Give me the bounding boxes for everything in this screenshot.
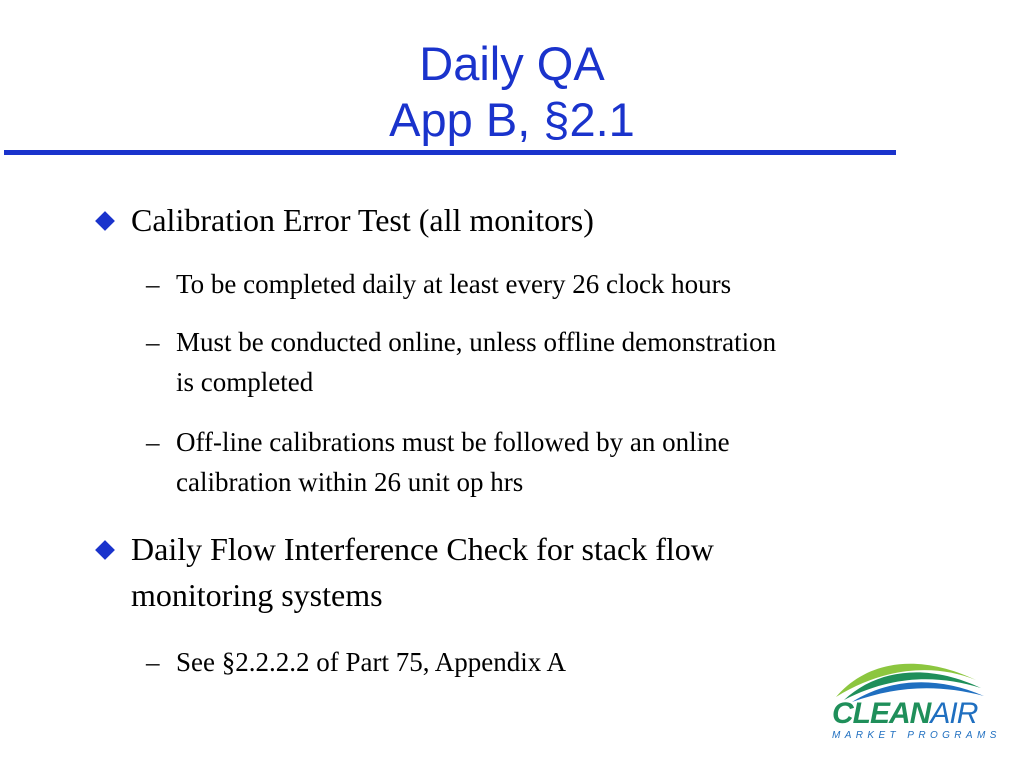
dash-bullet: – bbox=[146, 647, 160, 677]
dash-bullet: – bbox=[146, 427, 160, 457]
logo-wordmark bbox=[832, 699, 977, 729]
dash-bullet: – bbox=[146, 327, 160, 357]
slide-title-line1: Daily QA bbox=[419, 37, 605, 90]
bullet-1-sub-3-line1: Off-line calibrations must be followed by an online bbox=[176, 427, 730, 457]
diamond-bullet-icon bbox=[95, 540, 115, 560]
bullet-2-line1: Daily Flow Interference Check for stack flow bbox=[131, 531, 714, 567]
bullet-1-sub-2-line2: is completed bbox=[176, 367, 314, 397]
bullet-1-text: Calibration Error Test (all monitors) bbox=[131, 202, 594, 238]
bullet-1-sub-2-line1: Must be conducted online, unless offline demonstration bbox=[176, 327, 777, 357]
logo-air-text: AIR bbox=[930, 697, 978, 730]
slide-title-line2: App B, §2.1 bbox=[389, 93, 635, 146]
dash-bullet: – bbox=[146, 269, 160, 299]
bullet-2-sub-1: See §2.2.2.2 of Part 75, Appendix A bbox=[176, 647, 566, 677]
diamond-bullet-icon bbox=[95, 211, 115, 231]
wave-swoosh-icon bbox=[826, 652, 986, 702]
clean-air-logo bbox=[826, 652, 1001, 748]
bullet-1-sub-1: To be completed daily at least every 26 clock hours bbox=[176, 269, 732, 299]
logo-clean-text: CLEAN bbox=[832, 697, 931, 730]
logo-subtitle: MARKET PROGRAMS bbox=[832, 730, 1001, 741]
bullet-2-line2: monitoring systems bbox=[131, 577, 383, 613]
title-divider bbox=[4, 150, 896, 155]
bullet-1-sub-3-line2: calibration within 26 unit op hrs bbox=[176, 467, 524, 497]
